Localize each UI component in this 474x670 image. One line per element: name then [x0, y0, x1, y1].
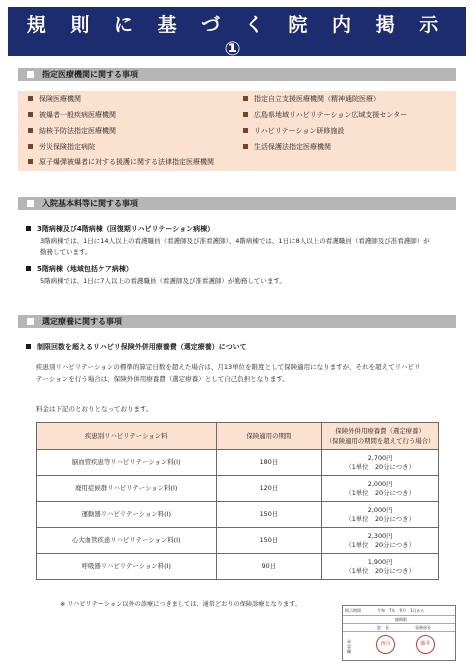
section-header-designated	[18, 68, 456, 81]
list-item: 生活保護法指定医療機関	[243, 142, 331, 152]
square-bullet-icon	[243, 112, 248, 117]
fee-cell: 2,700円 （1単位 20分につき）	[322, 450, 439, 476]
period-term: 無期限	[395, 617, 407, 622]
section-title: 入院基本料等に関する事項	[42, 199, 138, 208]
list-item: 被爆者一般疾病医療機関	[28, 110, 116, 120]
list-item: リハビリテーション研修施設	[243, 126, 344, 136]
ward-heading: 5階病棟（地域包括ケア病棟）	[26, 264, 133, 274]
square-bullet-icon	[243, 144, 248, 149]
section-title: 選定療養に関する事項	[42, 317, 122, 326]
rehab-type-cell: 呼吸器リハビリテーション料(Ⅰ)	[37, 554, 217, 580]
approval-seal: 西川	[376, 635, 395, 654]
period-cell: 90日	[216, 554, 322, 580]
approver-col-a: 院 長	[377, 625, 389, 630]
list-item: 結核予防法指定医療機関	[28, 126, 116, 136]
rehab-type-cell: 心大血管疾患リハビリテーション料(Ⅰ)	[37, 528, 217, 554]
footnote: ※ リハビリテーション以外の診療につきましては、通常どおりの保険診療となります。	[60, 601, 302, 608]
approver-col-b: 事務部長	[415, 625, 431, 630]
rehab-type-cell: 運動器リハビリテーション料(Ⅰ)	[37, 502, 217, 528]
square-bullet-icon	[26, 226, 31, 231]
fee-cell: 2,000円 （1単位 20分につき）	[322, 476, 439, 502]
list-item: 指定自立支援医療機関（精神通院医療）	[243, 94, 380, 104]
square-bullet-icon	[27, 200, 34, 207]
section-header-selective	[18, 315, 456, 328]
approval-seal: 藤井	[416, 635, 435, 654]
table-row	[37, 528, 439, 554]
column-header: 疾患別リハビリテーション料	[37, 423, 217, 450]
rehab-type-cell: 廃用症候群リハビリテーション料(Ⅰ)	[37, 476, 217, 502]
square-bullet-icon	[28, 144, 33, 149]
table-header-row	[37, 423, 439, 450]
column-header: 保険外併用療養費（選定療養） （保険適用の期間を超えて行う場合）	[322, 423, 439, 450]
ward-text: 5階病棟では、1日に7人以上の看護職員（看護師及び准看護師）が勤務しています。	[40, 277, 286, 285]
approval-stamp-box	[342, 605, 456, 661]
square-bullet-icon	[28, 96, 33, 101]
table-row	[37, 450, 439, 476]
section-header-admission	[18, 197, 456, 210]
period-cell: 150日	[216, 528, 322, 554]
fee-intro: 料金は下記のとおりとなっております。	[36, 405, 153, 413]
square-bullet-icon	[27, 71, 34, 78]
table-row	[37, 476, 439, 502]
list-item: 保険医療機関	[28, 94, 81, 104]
ward-text: 勤務しています。	[40, 248, 92, 256]
selective-heading: 制限回数を超えるリハビリ保険外併用療養費（選定療養）について	[26, 342, 247, 352]
period-date: 令和 7年 9月 1日から	[377, 608, 425, 613]
period-cell: 150日	[216, 502, 322, 528]
square-bullet-icon	[26, 266, 31, 271]
paragraph-line: テーションを行う場合は、保険外併用療養費（選定療養）として自己負担となります。	[36, 375, 289, 383]
paragraph-line: 疾患別リハビリテーションの標準的算定日数を超えた場合は、月13単位を限度として保険適用になりますが、それを超えてリハビリ	[36, 363, 421, 371]
period-cell: 180日	[216, 450, 322, 476]
fee-table	[36, 422, 439, 580]
square-bullet-icon	[243, 128, 248, 133]
table-row	[37, 502, 439, 528]
square-bullet-icon	[28, 159, 33, 164]
section-title: 指定医療機関に関する事項	[42, 70, 138, 79]
ward-heading: 3階病棟及び4階病棟（回復期リハビリテーション病棟）	[26, 224, 214, 234]
square-bullet-icon	[28, 128, 33, 133]
page-title: 規 則 に 基 づ く 院 内 掲 示 ①	[26, 14, 448, 60]
period-label: 掲示期間	[345, 608, 361, 613]
fee-cell: 2,300円 （1単位 20分につき）	[322, 528, 439, 554]
approval-side-label: 承認欄	[347, 639, 351, 654]
list-item: 広島県地域リハビリテーション広域支援センター	[243, 110, 407, 120]
square-bullet-icon	[27, 318, 34, 325]
square-bullet-icon	[243, 96, 248, 101]
header-banner	[8, 7, 466, 60]
square-bullet-icon	[26, 344, 31, 349]
fee-cell: 2,000円 （1単位 20分につき）	[322, 502, 439, 528]
column-header: 保険適用の期間	[216, 423, 322, 450]
list-item: 労災保険指定病院	[28, 142, 95, 152]
ward-text: 3階病棟では、1日に14人以上の看護職員（看護師及び准看護師）、4階病棟では、1日に8人以上の看護職員（看護師及び准看護師）が	[40, 237, 430, 245]
square-bullet-icon	[28, 112, 33, 117]
list-item: 原子爆弾被爆者に対する援護に関する法律指定医療機関	[28, 157, 214, 167]
period-cell: 120日	[216, 476, 322, 502]
fee-cell: 1,900円 （1単位 20分につき）	[322, 554, 439, 580]
rehab-type-cell: 脳血管疾患等リハビリテーション料(Ⅰ)	[37, 450, 217, 476]
table-row	[37, 554, 439, 580]
